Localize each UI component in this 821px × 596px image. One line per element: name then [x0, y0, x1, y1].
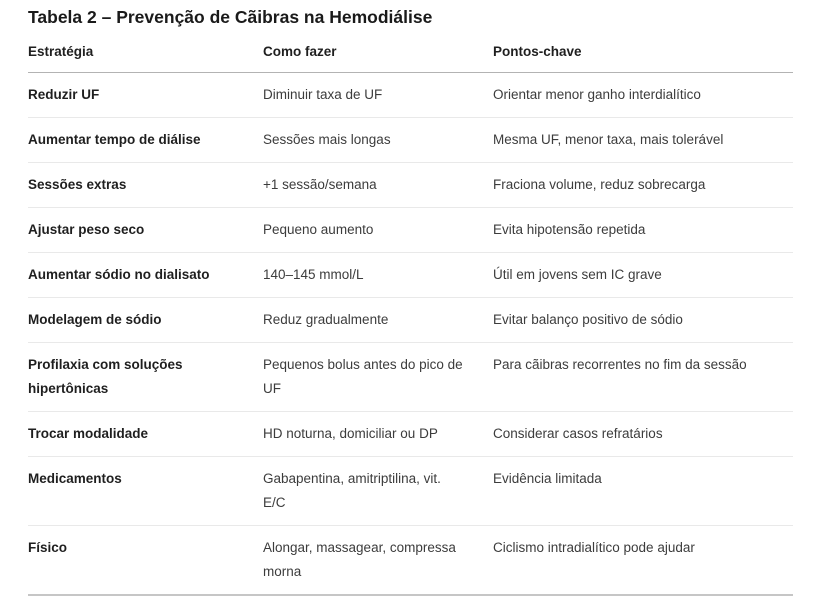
keypoints-cell: Considerar casos refratários — [493, 412, 793, 457]
keypoints-cell: Evidência limitada — [493, 457, 793, 526]
how-cell: +1 sessão/semana — [263, 163, 493, 208]
strategy-cell: Reduzir UF — [28, 73, 263, 118]
strategy-cell: Modelagem de sódio — [28, 298, 263, 343]
how-cell: Pequenos bolus antes do pico de UF — [263, 343, 493, 412]
keypoints-cell: Orientar menor ganho interdialítico — [493, 73, 793, 118]
column-header-pontos-chave: Pontos-chave — [493, 38, 793, 73]
keypoints-cell: Evitar balanço positivo de sódio — [493, 298, 793, 343]
strategy-cell: Aumentar sódio no dialisato — [28, 253, 263, 298]
strategy-cell: Aumentar tempo de diálise — [28, 118, 263, 163]
how-cell: 140–145 mmol/L — [263, 253, 493, 298]
keypoints-cell: Para cãibras recorrentes no fim da sessão — [493, 343, 793, 412]
column-header-como-fazer: Como fazer — [263, 38, 493, 73]
how-cell: Gabapentina, amitriptilina, vit. E/C — [263, 457, 493, 526]
table-row — [28, 253, 793, 298]
keypoints-cell: Mesma UF, menor taxa, mais tolerável — [493, 118, 793, 163]
strategy-cell: Trocar modalidade — [28, 412, 263, 457]
how-cell: Pequeno aumento — [263, 208, 493, 253]
how-cell: Alongar, massagear, compressa morna — [263, 526, 493, 596]
table-row — [28, 412, 793, 457]
table-row — [28, 118, 793, 163]
prevention-table — [28, 38, 793, 596]
how-cell: Reduz gradualmente — [263, 298, 493, 343]
table-row — [28, 73, 793, 118]
how-cell: HD noturna, domiciliar ou DP — [263, 412, 493, 457]
strategy-cell: Medicamentos — [28, 457, 263, 526]
keypoints-cell: Evita hipotensão repetida — [493, 208, 793, 253]
strategy-cell: Sessões extras — [28, 163, 263, 208]
table-row — [28, 208, 793, 253]
strategy-cell: Profilaxia com soluções hipertônicas — [28, 343, 263, 412]
column-header-estrategia: Estratégia — [28, 38, 263, 73]
keypoints-cell: Ciclismo intradialítico pode ajudar — [493, 526, 793, 596]
strategy-cell: Físico — [28, 526, 263, 596]
table-row — [28, 526, 793, 596]
keypoints-cell: Fraciona volume, reduz sobrecarga — [493, 163, 793, 208]
keypoints-cell: Útil em jovens sem IC grave — [493, 253, 793, 298]
how-cell: Diminuir taxa de UF — [263, 73, 493, 118]
table-row — [28, 457, 793, 526]
table-row — [28, 298, 793, 343]
strategy-cell: Ajustar peso seco — [28, 208, 263, 253]
how-cell: Sessões mais longas — [263, 118, 493, 163]
header-row — [28, 38, 793, 73]
table-row — [28, 343, 793, 412]
page-title: Tabela 2 – Prevenção de Cãibras na Hemodiálise — [28, 7, 433, 27]
table-row — [28, 163, 793, 208]
